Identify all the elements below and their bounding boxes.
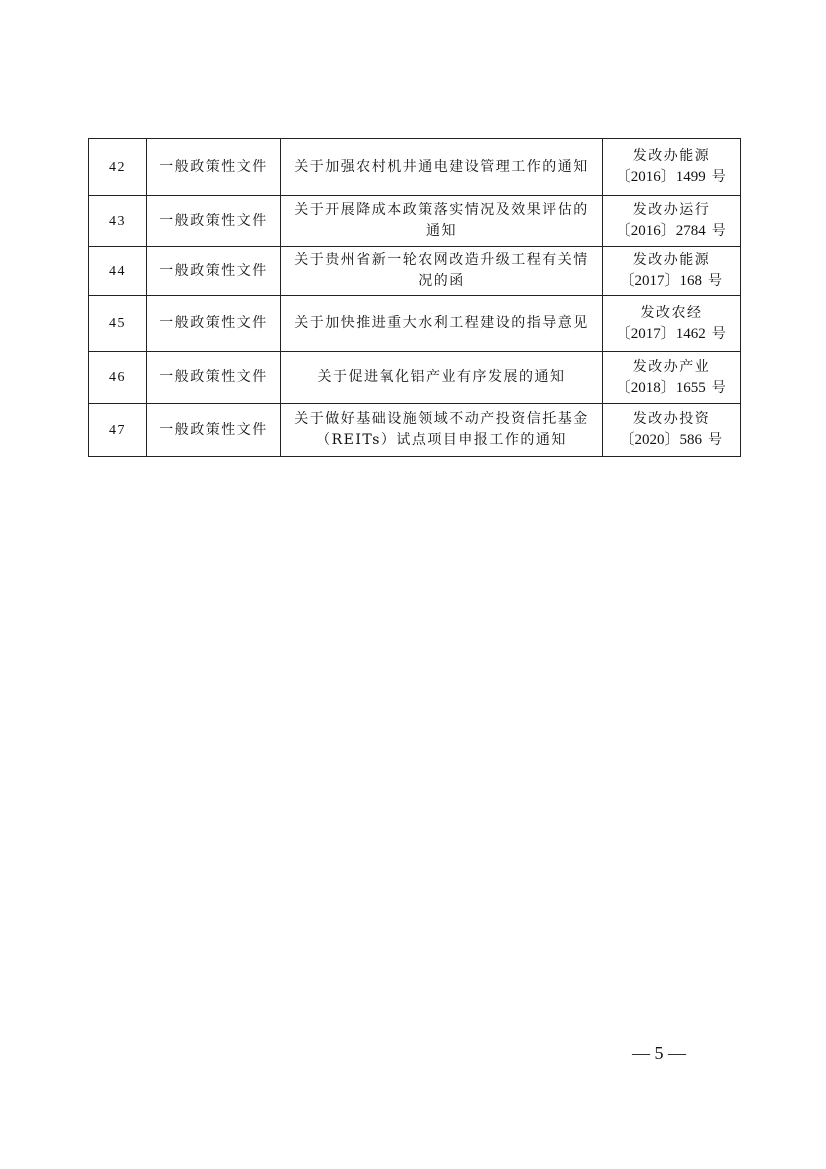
document-type-cell: 一般政策性文件 (147, 404, 281, 457)
document-number-cell (603, 352, 741, 404)
document-serial (609, 167, 734, 188)
row-number-cell: 45 (89, 296, 147, 352)
document-serial (609, 430, 734, 451)
document-title-cell: 关于贵州省新一轮农网改造升级工程有关情况的函 (281, 247, 603, 296)
document-type-cell: 一般政策性文件 (147, 139, 281, 196)
document-suffix: 号 (711, 169, 728, 185)
document-issuer: 发改办运行 (632, 202, 711, 218)
document-serial (609, 324, 734, 345)
document-title-cell: 关于加快推进重大水利工程建设的指导意见 (281, 296, 603, 352)
document-year: 〔2017〕 (619, 273, 680, 289)
table-row (89, 352, 741, 404)
document-number-cell (603, 196, 741, 247)
document-issuer: 发改办能源 (632, 252, 711, 268)
document-suffix: 号 (707, 432, 724, 448)
table-row (89, 196, 741, 247)
document-title-cell: 关于加强农村机井通电建设管理工作的通知 (281, 139, 603, 196)
document-serial (609, 271, 734, 292)
row-number-cell: 47 (89, 404, 147, 457)
document-serial-number: 2784 (675, 223, 706, 239)
table-row (89, 296, 741, 352)
row-number-cell: 42 (89, 139, 147, 196)
document-serial-number: 586 (679, 432, 703, 448)
document-serial-number: 1462 (675, 325, 706, 342)
document-number-cell (603, 139, 741, 196)
document-serial-number: 1655 (675, 379, 706, 396)
document-year: 〔2020〕 (619, 432, 680, 448)
document-year: 〔2017〕 (615, 325, 676, 342)
policy-table-body (89, 139, 741, 457)
document-serial (609, 378, 734, 399)
table-row (89, 139, 741, 196)
document-serial-number: 1499 (675, 169, 706, 185)
document-type-cell: 一般政策性文件 (147, 196, 281, 247)
document-number-cell (603, 296, 741, 352)
document-suffix: 号 (707, 273, 724, 289)
policy-table (88, 138, 741, 457)
document-issuer: 发改办能源 (632, 148, 711, 164)
document-year: 〔2016〕 (615, 223, 676, 239)
document-title-cell: 关于开展降成本政策落实情况及效果评估的通知 (281, 196, 603, 247)
document-year: 〔2018〕 (615, 379, 676, 396)
document-suffix: 号 (711, 379, 728, 396)
document-title-cell: 关于促进氧化铝产业有序发展的通知 (281, 352, 603, 404)
document-type-cell: 一般政策性文件 (147, 352, 281, 404)
document-issuer: 发改办投资 (632, 411, 711, 427)
row-number-cell: 43 (89, 196, 147, 247)
document-type-cell: 一般政策性文件 (147, 296, 281, 352)
document-suffix: 号 (711, 223, 728, 239)
document-number-cell (603, 404, 741, 457)
document-year: 〔2016〕 (615, 169, 676, 185)
page-number: — 5 — (632, 1043, 686, 1063)
document-title-cell: 关于做好基础设施领域不动产投资信托基金（REITs）试点项目申报工作的通知 (281, 404, 603, 457)
document-serial-number: 168 (679, 273, 703, 289)
document-issuer: 发改农经 (640, 304, 703, 321)
table-row (89, 247, 741, 296)
row-number-cell: 44 (89, 247, 147, 296)
document-number-cell (603, 247, 741, 296)
row-number-cell: 46 (89, 352, 147, 404)
document-type-cell: 一般政策性文件 (147, 247, 281, 296)
document-issuer: 发改办产业 (632, 358, 711, 375)
document-serial (609, 221, 734, 242)
table-row (89, 404, 741, 457)
document-suffix: 号 (711, 325, 728, 342)
